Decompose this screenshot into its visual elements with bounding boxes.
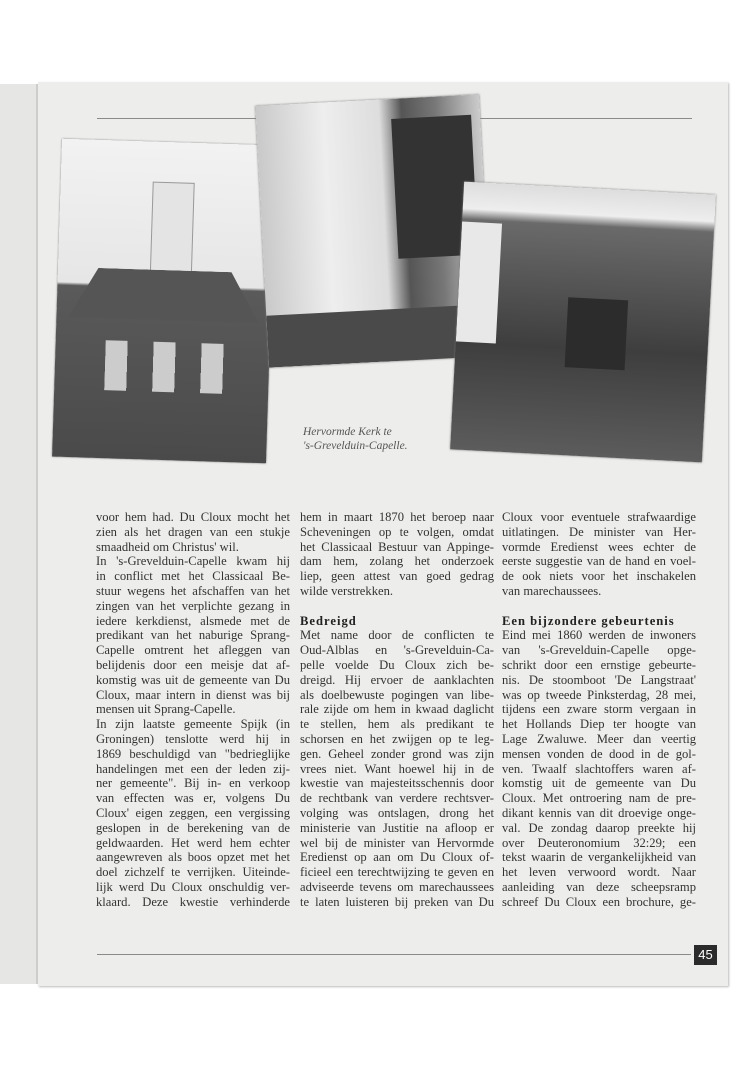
church-roof	[68, 267, 259, 323]
section-heading: Bedreigd	[300, 613, 357, 628]
text-line: het Hollands Diep ter hoogte van	[502, 717, 696, 732]
text-line: smaadheid om Christus' wil.	[96, 539, 239, 554]
text-line: lijk werd Du Cloux onschuldig ver-	[96, 879, 290, 894]
text-line: aangewreven als boos opzet met het	[96, 850, 290, 865]
text-line: de ook niets voor het inschakelen	[502, 569, 696, 584]
text-line: komstig uit de gemeente van Du	[502, 776, 696, 791]
text-line: kwestie van majesteitsschennis door	[300, 776, 494, 791]
pulpit	[565, 297, 629, 370]
text-column-2	[300, 510, 494, 910]
text-line: Lage Zwaluwe. Meer dan veertig	[502, 731, 696, 746]
text-line: mensen vonden de dood in de gol-	[502, 746, 696, 761]
text-line: doel zichzelf te verrijken. Uiteinde-	[96, 865, 290, 880]
text-line: klaard. Deze kwestie verhinderde	[96, 894, 290, 909]
text-line: iedere kerkdienst, alsmede met de	[96, 613, 290, 628]
text-line: wel bij de minister van Hervormde	[300, 835, 494, 850]
text-line: ven. Twaalf slachtoffers waren af-	[502, 761, 696, 776]
previous-page-edge	[0, 84, 38, 984]
text-line: Cloux. Met ontroering nam de pre-	[502, 791, 696, 806]
text-line: gen. Geheel zonder grond was zijn	[300, 746, 494, 761]
text-line: voor hem had. Du Cloux mocht het	[96, 510, 290, 524]
photo-church-exterior	[52, 139, 276, 464]
text-line: tekst waarin de vergankelijkheid van	[502, 850, 696, 865]
text-line: komstig was uit de gemeente van Du	[96, 672, 290, 687]
window-light	[456, 222, 502, 344]
text-line: zingen van het verplichte gezang in	[96, 598, 290, 613]
text-line: schorsen en het zwijgen op te leg-	[300, 731, 494, 746]
photo-caption	[303, 425, 408, 453]
text-line: Groningen) tenslotte werd hij in	[96, 731, 290, 746]
text-line: was op tweede Pinksterdag, 28 mei,	[502, 687, 696, 702]
text-line: Met name door de conflicten te	[300, 628, 494, 643]
text-line: volging was ontslagen, drong het	[300, 805, 494, 820]
text-line: ministerie van Justitie na afloop er	[300, 820, 494, 835]
text-line: val. De zondag daarop preekte hij	[502, 820, 696, 835]
caption-line: Hervormde Kerk te	[303, 426, 392, 438]
text-line: Oud-Alblas en 's-Grevelduin-Ca-	[300, 643, 494, 658]
text-line: mensen uit Sprang-Capelle.	[96, 702, 236, 717]
text-line: wilde verstrekken.	[300, 583, 394, 598]
text-line: ficieel een terechtwijzing te geven en	[300, 865, 494, 880]
text-column-1	[96, 510, 290, 910]
text-line: vormde Eredienst wees echter de	[502, 539, 696, 554]
text-line: van marechaussees.	[502, 583, 602, 598]
text-line: belijdenis door een meisje dat af-	[96, 657, 290, 672]
church-windows	[104, 340, 226, 394]
text-line: dikant kennis van dit droevige onge-	[502, 805, 696, 820]
text-line: handelingen met een der leden zij-	[96, 761, 290, 776]
text-line: het leven verwoord wordt. Naar	[502, 865, 696, 880]
text-line: geslopen in de berekening van de	[96, 820, 290, 835]
text-line: nis. De stoomboot 'De Langstraat'	[502, 672, 696, 687]
text-line: Capelle omtrent het afleggen van	[96, 643, 290, 658]
text-line: schrikt door een ernstige gebeurte-	[502, 657, 696, 672]
text-line: in conflict met het Classicaal Be-	[96, 569, 290, 584]
text-line: tijdens een zware storm vergaan in	[502, 702, 696, 717]
text-line: het Classicaal Bestuur van Appinge-	[300, 539, 494, 554]
photo-pulpit	[450, 182, 716, 463]
text-line: ner gemeente". Bij in- en verkoop	[96, 776, 290, 791]
text-line: pelle voelde Du Cloux zich be-	[300, 657, 494, 672]
text-line: hem in maart 1870 het beroep naar	[300, 510, 494, 524]
text-line: schreef Du Cloux een brochure, ge-	[502, 894, 696, 909]
text-line: Scheveningen op te volgen, omdat	[300, 524, 494, 539]
text-line: liep, geen attest van goed gedrag	[300, 569, 494, 584]
church-tower	[150, 182, 195, 275]
text-line: In zijn laatste gemeente Spijk (in	[96, 717, 290, 732]
text-line: predikant van het naburige Sprang-	[96, 628, 290, 643]
text-line: Eredienst op aan om Du Cloux of-	[300, 850, 494, 865]
page-number: 45	[694, 945, 717, 965]
text-line: zien als het dragen van een stukje	[96, 524, 290, 539]
text-line: van effecten was er, volgens Du	[96, 791, 290, 806]
text-line: Cloux voor eventuele strafwaardige	[502, 510, 696, 524]
text-line: stuur wegens het afschaffen van het	[96, 583, 290, 598]
text-line: dreigd. Hij ervoer de aanklachten	[300, 672, 494, 687]
text-line: van 's-Grevelduin-Capelle opge-	[502, 643, 696, 658]
text-line: Cloux, maar intern in dienst was bij	[96, 687, 290, 702]
text-line: te laten luisteren bij preken van Du	[300, 894, 494, 909]
text-line: eerste suggestie van de hand en voel-	[502, 554, 696, 569]
text-line: Eind mei 1860 werden de inwoners	[502, 628, 696, 643]
text-line: uitlatingen. De minister van Her-	[502, 524, 696, 539]
text-line: als doelbewuste pogingen van libe-	[300, 687, 494, 702]
text-line: dam hem, zolang het onderzoek	[300, 554, 494, 569]
text-line: aanleiding van deze scheepsramp	[502, 879, 696, 894]
bottom-rule	[97, 954, 691, 955]
section-heading: Een bijzondere gebeurtenis	[502, 613, 675, 628]
text-line: rale zijde om hem in kwaad daglicht	[300, 702, 494, 717]
text-line: over Deuteronomium 32:29; een	[502, 835, 696, 850]
text-line: de rechtbank van verdere rechtsver-	[300, 791, 494, 806]
text-line: In 's-Grevelduin-Capelle kwam hij	[96, 554, 290, 569]
text-column-3	[502, 510, 696, 910]
text-line: adviseerde tevens om marechaussees	[300, 879, 494, 894]
caption-line: 's-Grevelduin-Capelle.	[303, 440, 408, 452]
text-line: vrees niet. Want hoewel hij in de	[300, 761, 494, 776]
text-line: geldwaarden. Het werd hem echter	[96, 835, 290, 850]
text-line: 1869 beschuldigd van "bedrieglijke	[96, 746, 290, 761]
text-line: te stellen, hem als predikant te	[300, 717, 494, 732]
text-line: Cloux' eigen zeggen, een vergissing	[96, 805, 290, 820]
